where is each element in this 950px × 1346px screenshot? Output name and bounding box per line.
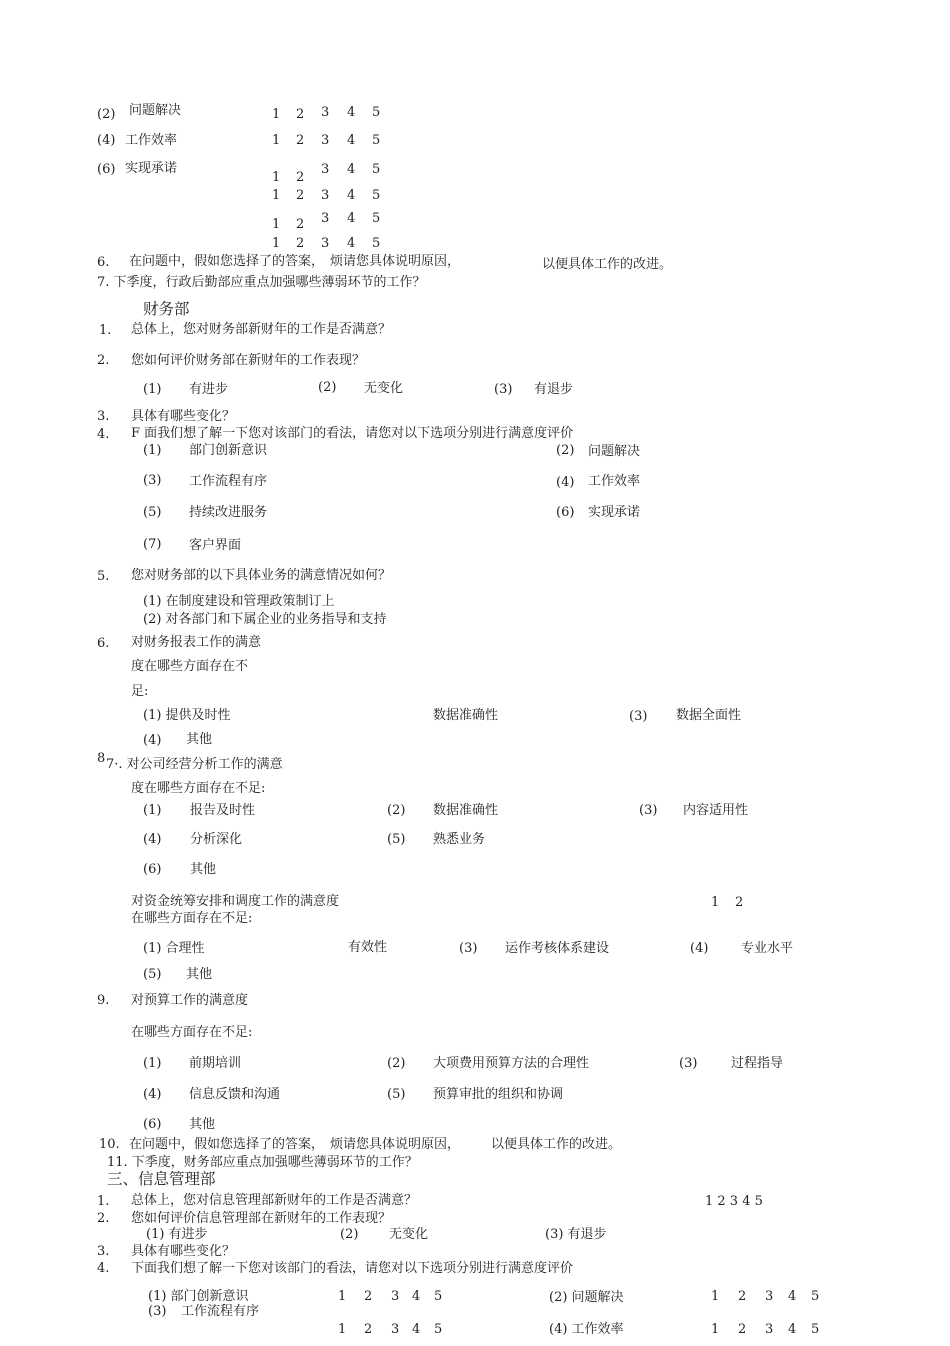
question-number: 8 xyxy=(97,751,106,766)
rating-scale-value: 4 xyxy=(347,105,356,120)
option-number: (4) xyxy=(143,733,162,748)
option-label: 无变化 xyxy=(389,1227,429,1242)
rating-scale-value: 4 xyxy=(412,1289,421,1304)
rating-scale-value: 3 xyxy=(765,1322,774,1337)
question-text: 在问题中，假如您选择了的答案， xyxy=(129,254,325,269)
option-label: 分析深化 xyxy=(190,832,243,847)
rating-scale-value: 3 xyxy=(321,188,330,203)
question-number: 6. xyxy=(97,255,110,270)
section-heading-it: 三、信息管理部 xyxy=(107,1170,216,1188)
option-label: 实现承诺 xyxy=(125,161,178,176)
option-number: (4) xyxy=(143,1087,162,1102)
option-label: 部门创新意识 xyxy=(189,443,268,458)
option-number: (2) xyxy=(97,107,116,122)
rating-scale-value: 3 xyxy=(321,105,330,120)
sub-item: (2) 对各部门和下属企业的业务指导和支持 xyxy=(143,612,387,627)
option-label: 其他 xyxy=(186,967,213,982)
rating-scale-value: 1 xyxy=(272,170,281,185)
question-text: 7·. 对公司经营分析工作的满意 xyxy=(106,757,283,772)
rating-scale-value: 4 xyxy=(412,1322,421,1337)
rating-scale-value: 5 xyxy=(434,1289,443,1304)
rating-scale-value: 3 xyxy=(321,133,330,148)
option-label: (1) 有进步 xyxy=(146,1227,208,1242)
question-text: 您如何评价信息管理部在新财年的工作表现？ xyxy=(131,1211,392,1226)
question-text: 在哪些方面存在不足: xyxy=(131,911,253,926)
rating-scale-value: 4 xyxy=(347,133,356,148)
option-number: (5) xyxy=(143,967,162,982)
option-label: (2) 问题解决 xyxy=(549,1290,624,1305)
option-label: 无变化 xyxy=(364,381,404,396)
option-label: 数据全面性 xyxy=(676,708,742,723)
question-text: 7. 下季度，行政后勤部应重点加强哪些薄弱环节的工作？ xyxy=(97,275,426,290)
option-number: (3) xyxy=(639,803,658,818)
option-label: 专业水平 xyxy=(741,941,794,956)
question-text: 对资金统筹安排和调度工作的满意度 xyxy=(131,894,340,909)
question-text: 烦请您具体说明原因， xyxy=(330,1137,461,1152)
question-number: 2. xyxy=(97,1211,110,1226)
rating-scale-value: 2 xyxy=(296,188,305,203)
rating-scale-value: 1 xyxy=(272,188,281,203)
question-text: 足: xyxy=(131,684,149,699)
option-number: (1) xyxy=(143,803,162,818)
question-text: 以便具体工作的改进。 xyxy=(542,257,673,272)
question-text: 对预算工作的满意度 xyxy=(131,993,249,1008)
question-text: 下面我们想了解一下您对该部门的看法，请您对以下选项分别进行满意度评价 xyxy=(131,1261,574,1276)
option-number: (6) xyxy=(97,162,116,177)
question-number: 3. xyxy=(97,1244,110,1259)
option-label: (3) 有退步 xyxy=(545,1227,607,1242)
option-label: 运作考核体系建设 xyxy=(505,941,610,956)
option-label: 工作流程有序 xyxy=(189,474,268,489)
rating-scale-value: 4 xyxy=(347,211,356,226)
question-number: 3. xyxy=(97,409,110,424)
option-number: (3) xyxy=(679,1056,698,1071)
option-label: (1) 部门创新意识 xyxy=(148,1289,249,1304)
rating-scale-value: 5 xyxy=(372,188,381,203)
rating-scale-value: 1 xyxy=(272,236,281,251)
question-text: 度在哪些方面存在不足: xyxy=(131,781,266,796)
question-text: 总体上，您对信息管理部新财年的工作是否满意？ xyxy=(131,1193,418,1208)
question-text: 具体有哪些变化？ xyxy=(131,409,236,424)
question-number: 1. xyxy=(97,1194,110,1209)
option-label: 其他 xyxy=(190,862,217,877)
question-text: 对财务报表工作的满意 xyxy=(131,635,262,650)
option-number: (2) xyxy=(340,1227,359,1242)
rating-scale-value: 2 xyxy=(738,1322,747,1337)
question-number: 6. xyxy=(97,636,110,651)
option-number: (3) xyxy=(148,1304,167,1319)
question-text: 在哪些方面存在不足: xyxy=(131,1025,253,1040)
question-number: 2. xyxy=(97,353,110,368)
rating-scale-value: 2 xyxy=(735,895,744,910)
rating-scale-value: 1 xyxy=(272,107,281,122)
option-number: (1) xyxy=(143,443,162,458)
rating-scale-value: 3 xyxy=(321,162,330,177)
option-label: 工作流程有序 xyxy=(181,1304,260,1319)
section-heading-finance: 财务部 xyxy=(143,300,190,318)
rating-scale: 1 2 3 4 5 xyxy=(705,1194,763,1209)
rating-scale-value: 3 xyxy=(321,211,330,226)
option-number: (2) xyxy=(318,380,337,395)
question-text: 您对财务部的以下具体业务的满意情况如何？ xyxy=(131,568,392,583)
option-label: 报告及时性 xyxy=(190,803,256,818)
question-number: 5. xyxy=(97,569,110,584)
option-label: (1) 合理性 xyxy=(143,941,205,956)
question-text: 总体上，您对财务部新财年的工作是否满意？ xyxy=(131,322,392,337)
option-label: 内容适用性 xyxy=(683,803,749,818)
question-text: 烦请您具体说明原因， xyxy=(330,254,461,269)
option-label: 熟悉业务 xyxy=(433,832,486,847)
option-number: (2) xyxy=(556,443,575,458)
option-label: 过程指导 xyxy=(731,1056,784,1071)
option-number: (4) xyxy=(143,832,162,847)
rating-scale-value: 4 xyxy=(347,188,356,203)
option-label: 有进步 xyxy=(189,382,229,397)
option-number: (6) xyxy=(143,862,162,877)
sub-item: (1) 在制度建设和管理政策制订上 xyxy=(143,594,335,609)
option-label: 数据准确性 xyxy=(433,708,499,723)
option-label: 客户界面 xyxy=(189,538,242,553)
question-text: F 面我们想了解一下您对该部门的看法，请您对以下选项分别进行满意度评价 xyxy=(131,426,574,441)
option-label: 持续改进服务 xyxy=(189,505,268,520)
question-text: 11. 下季度，财务部应重点加强哪些薄弱环节的工作？ xyxy=(107,1155,418,1170)
option-label: 实现承诺 xyxy=(588,505,641,520)
question-number: 10. xyxy=(99,1137,120,1152)
option-number: (5) xyxy=(387,1087,406,1102)
option-number: (3) xyxy=(143,473,162,488)
option-number: (6) xyxy=(556,505,575,520)
rating-scale-value: 2 xyxy=(296,133,305,148)
option-number: (2) xyxy=(387,1056,406,1071)
rating-scale-value: 3 xyxy=(321,236,330,251)
option-label: (4) 工作效率 xyxy=(549,1322,624,1337)
option-label: 问题解决 xyxy=(129,103,182,118)
rating-scale-value: 1 xyxy=(711,1322,720,1337)
question-text: 在问题中，假如您选择了的答案， xyxy=(129,1137,325,1152)
rating-scale-value: 5 xyxy=(372,105,381,120)
option-number: (5) xyxy=(143,505,162,520)
question-text: 以便具体工作的改进。 xyxy=(491,1137,622,1152)
option-number: (3) xyxy=(629,709,648,724)
question-text: 您如何评价财务部在新财年的工作表现？ xyxy=(131,353,366,368)
option-number: (4) xyxy=(97,133,116,148)
question-number: 4. xyxy=(97,427,110,442)
option-number: (2) xyxy=(387,803,406,818)
rating-scale-value: 1 xyxy=(338,1322,347,1337)
option-label: 工作效率 xyxy=(125,133,178,148)
option-label: 问题解决 xyxy=(588,444,641,459)
question-text: 度在哪些方面存在不 xyxy=(131,659,249,674)
rating-scale-value: 5 xyxy=(811,1289,820,1304)
rating-scale-value: 2 xyxy=(364,1322,373,1337)
rating-scale-value: 2 xyxy=(364,1289,373,1304)
rating-scale-value: 3 xyxy=(765,1289,774,1304)
option-number: (5) xyxy=(387,832,406,847)
rating-scale-value: 3 xyxy=(391,1289,400,1304)
rating-scale-value: 2 xyxy=(296,107,305,122)
question-number: 1. xyxy=(99,323,112,338)
rating-scale-value: 4 xyxy=(788,1289,797,1304)
option-label: 有效性 xyxy=(348,940,388,955)
rating-scale-value: 1 xyxy=(272,133,281,148)
rating-scale-value: 4 xyxy=(347,162,356,177)
rating-scale-value: 4 xyxy=(347,236,356,251)
question-number: 4. xyxy=(97,1261,110,1276)
option-label: 有退步 xyxy=(534,382,574,397)
option-number: (7) xyxy=(143,537,162,552)
rating-scale-value: 1 xyxy=(338,1289,347,1304)
option-label: 其他 xyxy=(186,732,213,747)
option-label: 其他 xyxy=(189,1117,216,1132)
option-label: (1) 提供及时性 xyxy=(143,708,231,723)
question-text: 具体有哪些变化？ xyxy=(131,1244,236,1259)
rating-scale-value: 1 xyxy=(711,1289,720,1304)
rating-scale-value: 1 xyxy=(711,895,720,910)
option-number: (3) xyxy=(459,941,478,956)
option-label: 信息反馈和沟通 xyxy=(189,1087,281,1102)
rating-scale-value: 2 xyxy=(296,170,305,185)
option-label: 工作效率 xyxy=(588,474,641,489)
rating-scale-value: 2 xyxy=(296,236,305,251)
rating-scale-value: 5 xyxy=(372,133,381,148)
rating-scale-value: 3 xyxy=(391,1322,400,1337)
rating-scale-value: 2 xyxy=(738,1289,747,1304)
option-number: (3) xyxy=(494,382,513,397)
question-number: 9. xyxy=(97,993,110,1008)
option-label: 数据准确性 xyxy=(433,803,499,818)
rating-scale-value: 2 xyxy=(296,217,305,232)
option-number: (1) xyxy=(143,382,162,397)
rating-scale-value: 5 xyxy=(372,162,381,177)
rating-scale-value: 1 xyxy=(272,217,281,232)
rating-scale-value: 5 xyxy=(434,1322,443,1337)
rating-scale-value: 5 xyxy=(372,211,381,226)
rating-scale-value: 5 xyxy=(811,1322,820,1337)
option-label: 大项费用预算方法的合理性 xyxy=(433,1056,590,1071)
option-label: 前期培训 xyxy=(189,1056,242,1071)
option-number: (4) xyxy=(556,475,575,490)
option-number: (6) xyxy=(143,1117,162,1132)
rating-scale-value: 5 xyxy=(372,236,381,251)
option-number: (4) xyxy=(690,941,709,956)
option-label: 预算审批的组织和协调 xyxy=(433,1087,564,1102)
option-number: (1) xyxy=(143,1056,162,1071)
rating-scale-value: 4 xyxy=(788,1322,797,1337)
